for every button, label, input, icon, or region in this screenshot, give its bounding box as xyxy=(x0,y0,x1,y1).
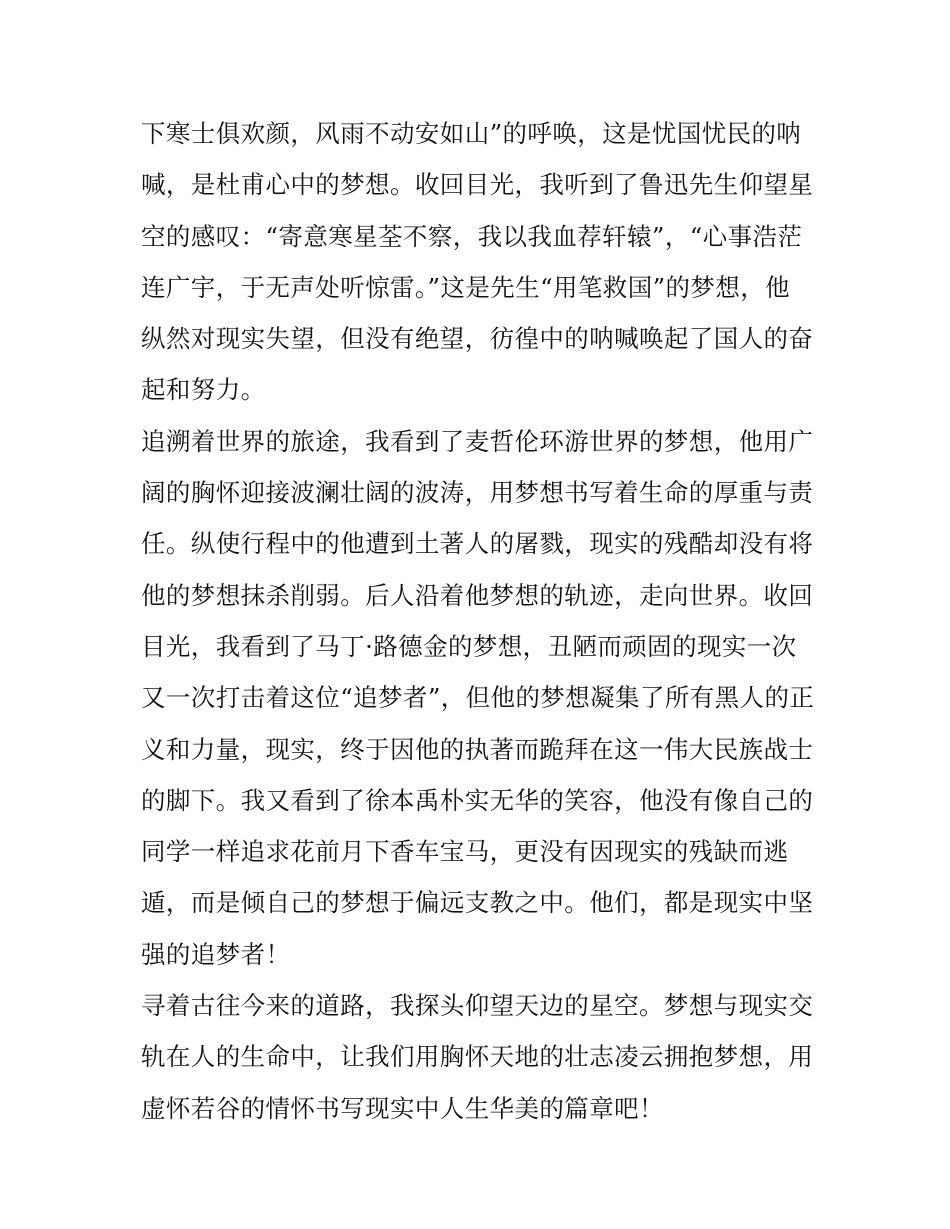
text-line: 同学一样追求花前月下香车宝马，更没有因现实的残缺而逃 xyxy=(141,837,789,867)
text-line: 空的感叹：“寄意寒星荃不察，我以我血荐轩辕”，“心事浩茫 xyxy=(141,221,803,251)
text-line: 阔的胸怀迎接波澜壮阔的波涛，用梦想书写着生命的厚重与责 xyxy=(141,478,814,508)
text-line: 又一次打击着这位“追梦者”，但他的梦想凝集了所有黑人的正 xyxy=(141,683,815,713)
text-line: 义和力量，现实，终于因他的执著而跪拜在这一伟大民族战士 xyxy=(141,734,814,764)
text-line: 目光，我看到了马丁·路德金的梦想，丑陋而顽固的现实一次 xyxy=(141,631,797,661)
text-line: 任。纵使行程中的他遭到土著人的屠戮，现实的残酷却没有将 xyxy=(141,529,814,559)
text-line: 下寒士俱欢颜，风雨不动安如山”的呼唤，这是忧国忧民的呐 xyxy=(141,119,802,148)
text-line: 起和努力。 xyxy=(141,375,266,405)
text-line: 强的追梦者！ xyxy=(141,939,291,969)
text-line: 连广宇，于无声处听惊雷。”这是先生“用笔救国”的梦想，他 xyxy=(141,272,791,302)
text-line: 纵然对现实失望，但没有绝望，彷徨中的呐喊唤起了国人的奋 xyxy=(141,324,814,354)
essay-body xyxy=(141,108,821,1134)
text-line: 轨在人的生命中，让我们用胸怀天地的壮志凌云拥抱梦想，用 xyxy=(141,1042,814,1072)
text-line: 虚怀若谷的情怀书写现实中人生华美的篇章吧！ xyxy=(141,1093,664,1123)
text-line: 他的梦想抹杀削弱。后人沿着他梦想的轨迹，走向世界。收回 xyxy=(141,580,814,610)
text-line: 喊，是杜甫心中的梦想。收回目光，我听到了鲁迅先生仰望星 xyxy=(141,170,814,200)
text-line: 寻着古往今来的道路，我探头仰望天边的星空。梦想与现实交 xyxy=(141,991,814,1021)
text-line: 的脚下。我又看到了徐本禹朴实无华的笑容，他没有像自己的 xyxy=(141,785,814,815)
text-line: 追溯着世界的旅途，我看到了麦哲伦环游世界的梦想，他用广 xyxy=(141,426,814,456)
text-line: 遁，而是倾自己的梦想于偏远支教之中。他们，都是现实中坚 xyxy=(141,888,814,918)
